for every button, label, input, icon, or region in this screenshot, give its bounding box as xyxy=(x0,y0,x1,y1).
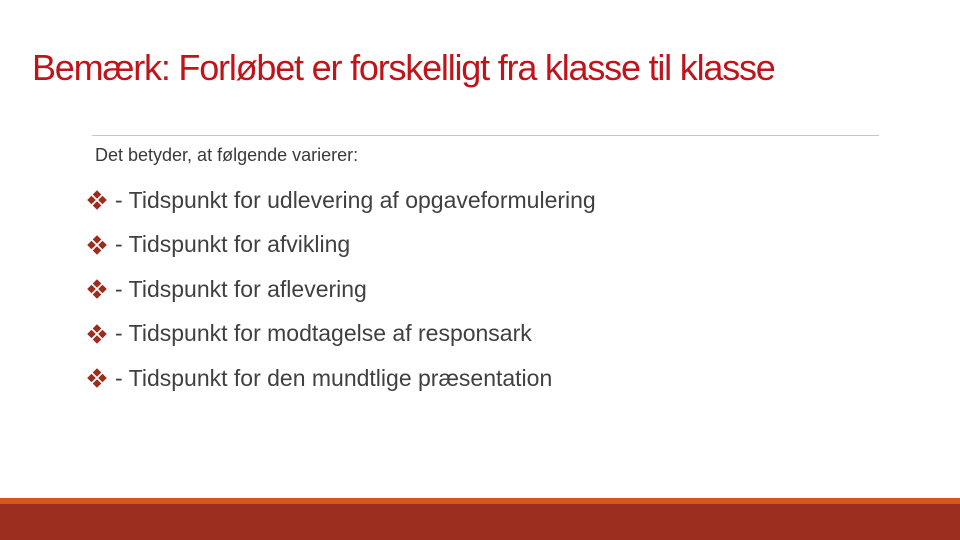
bullet-list xyxy=(87,178,596,401)
diamond-bullet-icon xyxy=(87,324,109,344)
slide-subtitle: Det betyder, at følgende varierer: xyxy=(95,145,359,165)
bullet-text: - Tidspunkt for afvikling xyxy=(115,231,351,258)
footer-bar xyxy=(0,504,960,540)
bullet-item xyxy=(87,267,596,312)
diamond-bullet-icon xyxy=(87,279,109,299)
bullet-item xyxy=(87,223,596,268)
diamond-bullet-icon xyxy=(87,368,109,388)
bullet-text: - Tidspunkt for aflevering xyxy=(115,275,367,302)
bullet-text: - Tidspunkt for udlevering af opgaveformulering xyxy=(115,186,596,213)
bullet-item xyxy=(87,312,596,357)
title-divider xyxy=(92,135,879,136)
diamond-bullet-icon xyxy=(87,235,109,255)
bullet-item xyxy=(87,356,596,401)
bullet-item xyxy=(87,178,596,223)
bullet-text: - Tidspunkt for den mundtlige præsentation xyxy=(115,364,553,391)
bullet-text: - Tidspunkt for modtagelse af responsark xyxy=(115,320,532,347)
diamond-bullet-icon xyxy=(87,190,109,210)
slide-title: Bemærk: Forløbet er forskelligt fra klasse til klasse xyxy=(32,47,775,88)
